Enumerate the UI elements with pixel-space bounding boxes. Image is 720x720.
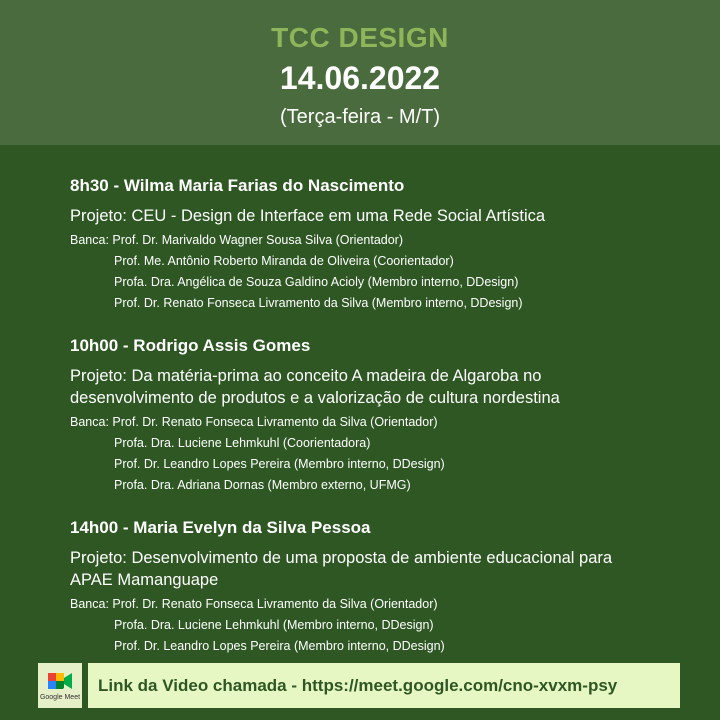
project-line: Projeto: Desenvolvimento de uma proposta de ambiente educacional para <box>70 549 613 567</box>
schedule <box>70 176 700 679</box>
banca-member: Banca: Prof. Dr. Renato Fonseca Livramento da Silva (Orientador) <box>70 597 438 611</box>
schedule-slot-1 <box>70 176 700 314</box>
banca-member: Prof. Dr. Leandro Lopes Pereira (Membro interno, DDesign) <box>114 639 445 653</box>
banca-list <box>70 230 700 314</box>
project-line: APAE Mamanguape <box>70 571 219 589</box>
google-meet-logo <box>38 663 82 708</box>
banca-member: Banca: Prof. Dr. Renato Fonseca Livramento da Silva (Orientador) <box>70 415 438 429</box>
banca-list <box>70 412 700 496</box>
project-line: desenvolvimento de produtos e a valorização de cultura nordestina <box>70 389 560 407</box>
video-call-link[interactable]: Link da Video chamada - https://meet.google.com/cno-xvxm-psy <box>88 663 680 708</box>
banca-member: Banca: Prof. Dr. Marivaldo Wagner Sousa Silva (Orientador) <box>70 233 404 247</box>
project-title <box>70 365 700 409</box>
banca-member: Prof. Dr. Renato Fonseca Livramento da Silva (Membro interno, DDesign) <box>114 296 523 310</box>
slot-heading: 14h00 - Maria Evelyn da Silva Pessoa <box>70 518 371 537</box>
header-banner <box>0 0 720 145</box>
project-title <box>70 547 700 591</box>
project-line: Projeto: CEU - Design de Interface em uma Rede Social Artística <box>70 207 546 225</box>
slot-heading: 10h00 - Rodrigo Assis Gomes <box>70 336 311 355</box>
banca-member: Profa. Dra. Adriana Dornas (Membro externo, UFMG) <box>114 478 411 492</box>
banca-member: Profa. Dra. Angélica de Souza Galdino Acioly (Membro interno, DDesign) <box>114 275 519 289</box>
banca-member: Profa. Dra. Luciene Lehmkuhl (Membro interno, DDesign) <box>114 618 434 632</box>
project-title <box>70 205 700 227</box>
project-line: Projeto: Da matéria-prima ao conceito A madeira de Algaroba no <box>70 367 542 385</box>
banca-member: Profa. Dra. Luciene Lehmkuhl (Coorientadora) <box>114 436 371 450</box>
banca-member: Prof. Dr. Leandro Lopes Pereira (Membro interno, DDesign) <box>114 457 445 471</box>
video-call-link-bar <box>38 663 680 708</box>
event-date: 14.06.2022 <box>279 60 441 96</box>
schedule-slot-3 <box>70 518 700 657</box>
banca-list <box>70 594 700 657</box>
slot-heading: 8h30 - Wilma Maria Farias do Nascimento <box>70 176 405 195</box>
video-camera-icon <box>47 670 73 692</box>
google-meet-caption: Google Meet <box>39 694 81 701</box>
event-weekday: (Terça-feira - M/T) <box>280 106 440 128</box>
banca-member: Prof. Me. Antônio Roberto Miranda de Oliveira (Coorientador) <box>114 254 454 268</box>
event-title: TCC DESIGN <box>271 22 449 53</box>
schedule-slot-2 <box>70 336 700 496</box>
